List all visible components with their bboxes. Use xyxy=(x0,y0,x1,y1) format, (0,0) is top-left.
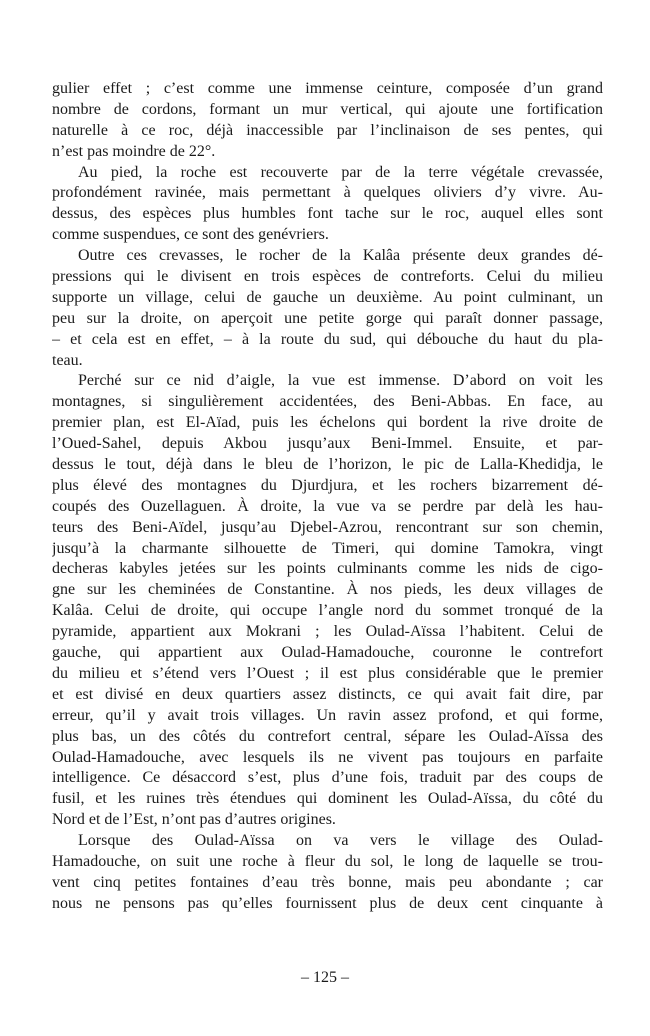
text-line: nombre de cordons, formant un mur vertical, qui ajoute une fortification xyxy=(52,100,603,118)
text-line: Nord et de l’Est, n’ont pas d’autres origines. xyxy=(52,811,336,829)
text-line: plus élevé des montagnes du Djurdjura, et les rochers bizarrement dé- xyxy=(52,476,603,494)
text-line: supporte un village, celui de gauche un deuxième. Au point culminant, un xyxy=(52,288,603,306)
text-line: vent cinq petites fontaines d’eau très bonne, mais peu abondante ; car xyxy=(52,873,603,891)
text-line: et est divisé en deux quartiers assez distincts, ce qui avait fait dire, par xyxy=(52,685,603,703)
text-line: l’Oued-Sahel, depuis Akbou jusqu’aux Beni-Immel. Ensuite, et par- xyxy=(52,435,603,453)
text-line: Au pied, la roche est recouverte par de la terre végétale crevassée, xyxy=(78,163,603,181)
text-line: gne sur les cheminées de Constantine. À nos pieds, les deux villages de xyxy=(52,581,603,599)
text-line: premier plan, est El-Aïad, puis les échelons qui bordent la rive droite de xyxy=(52,414,603,432)
text-line: jusqu’à la charmante silhouette de Timeri, qui domine Tamokra, vingt xyxy=(52,539,603,557)
text-line: dessus le tout, déjà dans le bleu de l’horizon, le pic de Lalla-Khedidja, le xyxy=(52,456,603,474)
text-line: pyramide, appartient aux Mokrani ; les Oulad-Aïssa l’habitent. Celui de xyxy=(52,623,603,641)
text-line: fusil, et les ruines très étendues qui dominent les Oulad-Aïssa, du côté du xyxy=(52,790,603,808)
text-line: gulier effet ; c’est comme une immense ceinture, composée d’un grand xyxy=(52,80,603,97)
page-number: – 125 – xyxy=(301,969,349,986)
text-line: peu sur la droite, on aperçoit une petite gorge qui paraît donner passage, xyxy=(52,309,603,327)
text-line: pressions qui le divisent en trois espèces de contreforts. Celui du milieu xyxy=(52,268,603,286)
text-line: naturelle à ce roc, déjà inaccessible par l’inclinaison de ses pentes, qui xyxy=(52,121,603,139)
text-line: – et cela est en effet, – à la route du sud, qui débouche du haut du pla- xyxy=(52,330,603,348)
text-line: erreur, qu’il y avait trois villages. Un ravin assez profond, et qui forme, xyxy=(52,706,603,724)
paragraph xyxy=(52,246,603,371)
text-line: Lorsque des Oulad-Aïssa on va vers le village des Oulad- xyxy=(78,832,603,850)
text-line: intelligence. Ce désaccord s’est, plus d’une fois, traduit par des coups de xyxy=(52,769,603,787)
text-line: profondément ravinée, mais permettant à quelques oliviers d’y vivre. Au- xyxy=(52,184,603,202)
text-line: gauche, qui appartient aux Oulad-Hamadouche, couronne le contrefort xyxy=(52,644,603,662)
text-line: teau. xyxy=(52,351,83,369)
text-line: teurs des Beni-Aïdel, jusqu’au Djebel-Azrou, rencontrant sur son chemin, xyxy=(52,518,603,536)
page-body-text xyxy=(52,79,603,915)
text-line: du milieu et s’étend vers l’Ouest ; il est plus considérable que le premier xyxy=(52,664,603,682)
text-line: Kalâa. Celui de droite, qui occupe l’angle nord du sommet tronqué de la xyxy=(52,602,603,620)
text-line: comme suspendues, ce sont des genévriers. xyxy=(52,226,329,244)
paragraph xyxy=(52,79,603,163)
text-line: decheras kabyles jetées sur les points culminants comme les nids de cigo- xyxy=(52,560,603,578)
text-line: Perché sur ce nid d’aigle, la vue est immense. D’abord on voit les xyxy=(78,372,603,390)
text-line: Outre ces crevasses, le rocher de la Kalâa présente deux grandes dé- xyxy=(78,247,603,265)
text-line: montagnes, si singulièrement accidentées, des Beni-Abbas. En face, au xyxy=(52,393,603,411)
text-line: dessus, des espèces plus humbles font tache sur le roc, auquel elles sont xyxy=(52,205,603,223)
text-line: Oulad-Hamadouche, avec lesquels ils ne vivent pas toujours en parfaite xyxy=(52,748,603,766)
paragraph xyxy=(52,371,603,831)
paragraph xyxy=(52,163,603,247)
text-line: coupés des Ouzellaguen. À droite, la vue va se perdre par delà les hau- xyxy=(52,497,603,515)
text-line: plus bas, un des côtés du contrefort central, sépare les Oulad-Aïssa des xyxy=(52,727,603,745)
text-line: Hamadouche, on suit une roche à fleur du sol, le long de laquelle se trou- xyxy=(52,852,603,870)
text-line: n’est pas moindre de 22°. xyxy=(52,142,216,160)
text-line: nous ne pensons pas qu’elles fournissent plus de deux cent cinquante à xyxy=(52,894,603,912)
paragraph xyxy=(52,831,603,915)
